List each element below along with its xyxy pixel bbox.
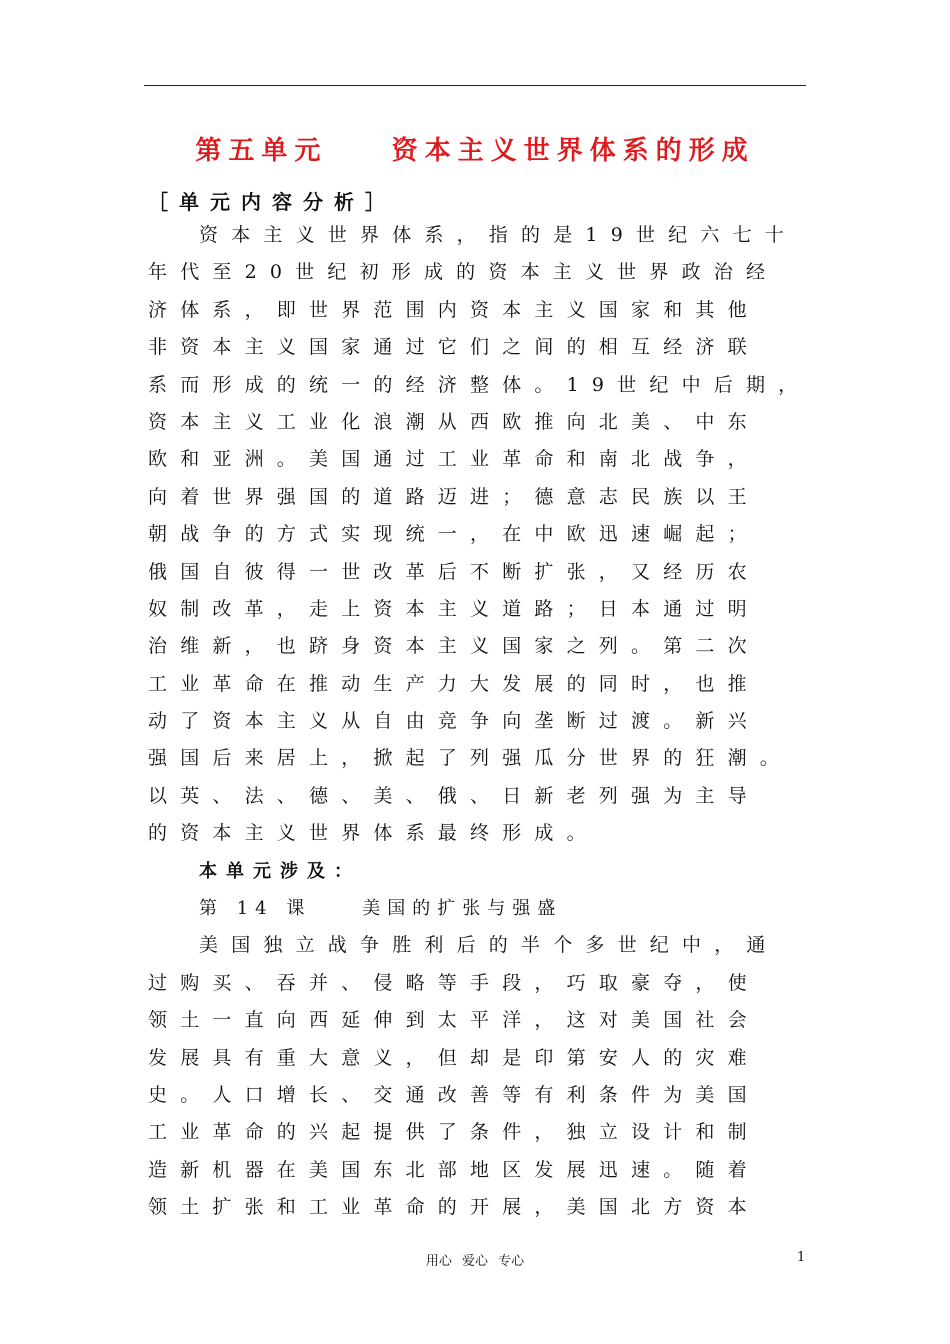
paragraph-line: 以英、法、德、美、俄、日新老列强为主导 [148,784,760,807]
paragraph-line: 欧和亚洲。美国通过工业革命和南北战争， [148,448,760,471]
paragraph-line: 动了资本主义从自由竞争向垄断过渡。新兴 [148,710,760,733]
paragraph-line: 领土扩张和工业革命的开展，美国北方资本 [148,1196,760,1219]
paragraph-line: 造新机器在美国东北部地区发展迅速。随着 [148,1158,760,1181]
paragraph-line: 发展具有重大意义，但却是印第安人的灾难 [148,1046,760,1069]
unit-title: 第五单元 资本主义世界体系的形成 [195,136,755,166]
paragraph-line: 资本主义工业化浪潮从西欧推向北美、中东 [148,410,760,433]
paragraph-line: 工业革命在推动生产力大发展的同时，也推 [148,672,760,695]
paragraph-line: 系而形成的统一的经济整体。19世纪中后期， [148,373,811,396]
page-number: 1 [797,1250,806,1265]
paragraph-line: 非资本主义国家通过它们之间的相互经济联 [148,336,760,359]
paragraph-line: 工业革命的兴起提供了条件，独立设计和制 [148,1121,760,1144]
header-rule [144,85,806,86]
paragraph-line: 济体系，即世界范围内资本主义国家和其他 [148,298,760,321]
paragraph-line: 强国后来居上，掀起了列强瓜分世界的狂潮。 [148,747,793,770]
paragraph-line: 领土一直向西延伸到太平洋，这对美国社会 [148,1009,760,1032]
paragraph-line: 向着世界强国的道路迈进；德意志民族以王 [148,485,760,508]
document-body [148,217,820,1227]
paragraph-line: 史。人口增长、交通改善等有利条件为美国 [148,1083,760,1106]
lesson-title: 第 14 课 美国的扩张与强盛 [199,898,563,920]
footer-slogan: 用心 爱心 专心 [425,1254,525,1269]
paragraph-line: 治维新，也跻身资本主义国家之列。第二次 [148,635,760,658]
paragraph-line: 俄国自彼得一世改革后不断扩张，又经历农 [148,560,760,583]
paragraph-line: 资本主义世界体系，指的是19世纪六七十 [199,224,797,246]
section-heading: ［单元内容分析］ [148,190,396,214]
paragraph-line: 美国独立战争胜利后的半个多世纪中，通 [199,934,779,957]
sub-heading: 本单元涉及： [199,860,361,882]
paragraph-line: 奴制改革，走上资本主义道路；日本通过明 [148,597,760,620]
paragraph-line: 年代至20世纪初形成的资本主义世界政治经 [148,261,779,284]
paragraph-line: 的资本主义世界体系最终形成。 [148,822,599,845]
paragraph-line: 朝战争的方式实现统一，在中欧迅速崛起； [148,523,760,546]
paragraph-line: 过购买、吞并、侵略等手段，巧取豪夺，使 [148,971,760,994]
